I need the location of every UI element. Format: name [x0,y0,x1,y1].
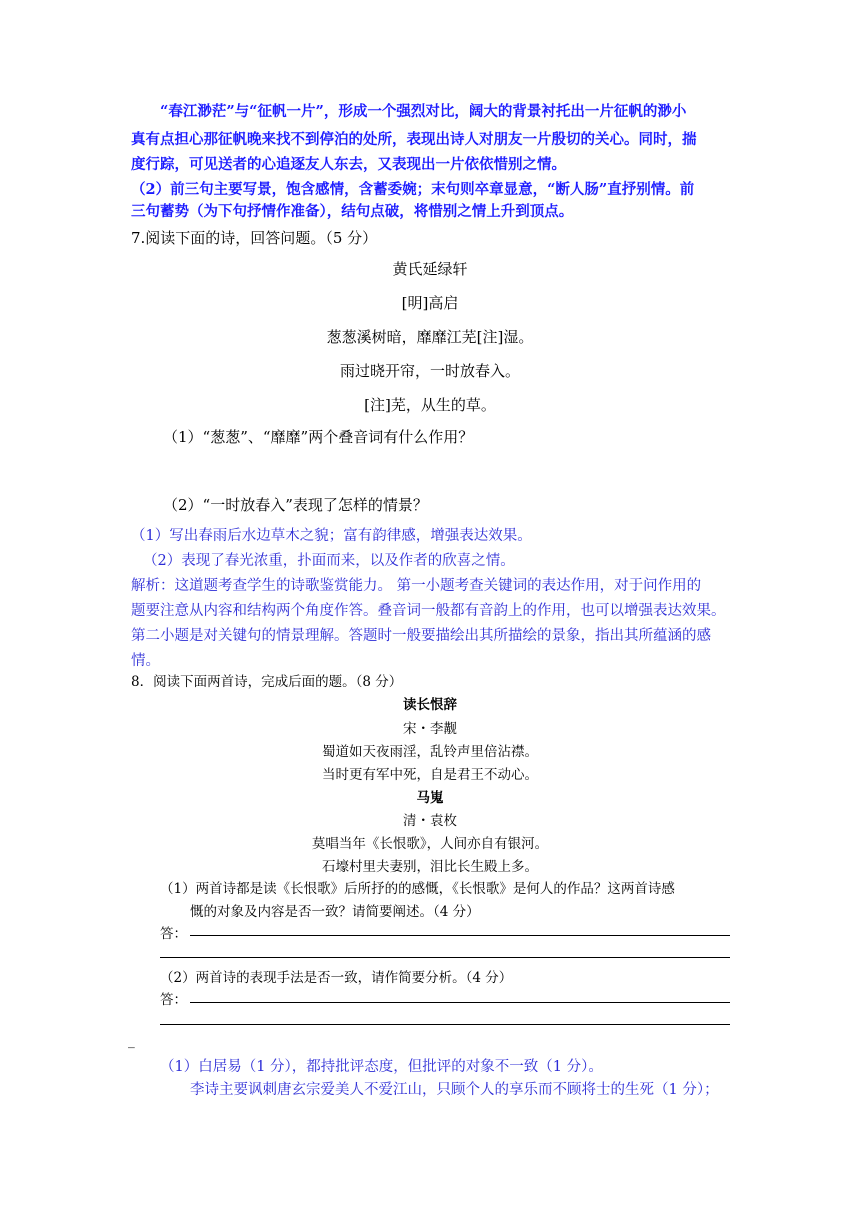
q8-poem1-line-1: 蜀道如天夜雨淫，乱铃声里倍沾襟。 [322,744,538,760]
q8-sub-question-2: （2）两首诗的表现手法是否一致，请作简要分析。（4 分） [160,970,513,986]
q8-sub-question-1-line-1: （1）两首诗都是读《长恨歌》后所抒的的感慨，《长恨歌》是何人的作品？这两首诗感 [160,881,675,897]
q7-verse-2: 雨过晓开帘，一时放春入。 [339,362,520,380]
q6-answer-line-2: 真有点担心那征帆晚来找不到停泊的处所，表现出诗人对朋友一片殷切的关心。同时，揣 [131,131,697,148]
q7-poem-title: 黄氏延绿轩 [392,260,468,278]
q8-poem2-author: 清・袁枚 [403,813,457,829]
q7-analysis-line-4: 情。 [131,653,160,669]
answer-line [190,1002,730,1003]
q7-author: [明]高启 [401,294,459,312]
q7-answer-1: （1）写出春雨后水边草木之貌；富有韵律感，增强表达效果。 [131,528,532,544]
answer-line [160,957,730,958]
dash-mark: _ [128,1033,135,1049]
q8-answer-line-1: （1）白居易（1 分），都持批评态度，但批评的对象不一致（1 分）。 [160,1059,603,1075]
q7-sub-question-2: （2）“一时放春入”表现了怎样的情景？ [163,496,428,514]
q8-answer-line-2: 李诗主要讽刺唐玄宗爱美人不爱江山，只顾个人的享乐而不顾将士的生死（1 分）； [190,1082,719,1098]
answer-line [160,1024,730,1025]
q7-answer-2: （2）表现了春光浓重，扑面而来，以及作者的欣喜之情。 [143,553,515,569]
q8-poem1-line-2: 当时更有军中死，自是君王不动心。 [322,767,538,783]
q8-answer-label-2: 答： [160,992,187,1008]
q7-analysis-line-1: 解析：这道题考查学生的诗歌鉴赏能力。 第一小题考查关键词的表达作用，对于问作用的 [131,578,702,594]
q8-poem2-title: 马嵬 [416,790,444,806]
q7-verse-1: 葱葱溪树暗，靡靡江芜[注]湿。 [326,328,534,346]
q8-poem2-line-1: 莫唱当年《长恨歌》，人间亦自有银河。 [311,836,549,852]
q8-stem: 8．阅读下面两首诗，完成后面的题。（8 分） [131,674,403,690]
q6-answer-line-3: 度行踪，可见送者的心追逐友人东去，又表现出一片依依惜别之情。 [131,156,566,173]
answer-line [190,935,730,936]
q8-answer-label-1: 答： [160,926,187,942]
q7-analysis-line-2: 题要注意从内容和结构两个角度作答。叠音词一般都有音韵上的作用，也可以增强表达效果。 [131,603,726,619]
q7-analysis-line-3: 第二小题是对关键句的情景理解。答题时一般要描绘出其所描绘的景象，指出其所蕴涵的感 [131,628,711,644]
q8-poem2-line-2: 石壕村里夫妻别，泪比长生殿上多。 [322,859,538,875]
q8-sub-question-1-line-2: 慨的对象及内容是否一致？请简要阐述。（4 分） [190,904,480,920]
q7-sub-question-1: （1）“葱葱”、“靡靡”两个叠音词有什么作用？ [163,428,474,446]
q7-note: [注]芜，从生的草。 [364,396,496,414]
q6-answer-line-4: （2）前三句主要写景，饱含感情，含蓄委婉；末句则卒章显意，“断人肠”直抒别情。前 [131,181,695,198]
q6-answer-line-1: “春江渺茫”与“征帆一片”，形成一个强烈对比，阔大的背景衬托出一片征帆的渺小 [160,103,687,120]
q7-stem: 7.阅读下面的诗，回答问题。（5 分） [131,229,378,247]
q8-poem1-title: 读长恨辞 [403,697,457,713]
q6-answer-line-5: 三句蓄势（为下句抒情作准备），结句点破，将惜别之情上升到顶点。 [131,203,574,220]
q8-poem1-author: 宋・李觏 [403,721,457,737]
